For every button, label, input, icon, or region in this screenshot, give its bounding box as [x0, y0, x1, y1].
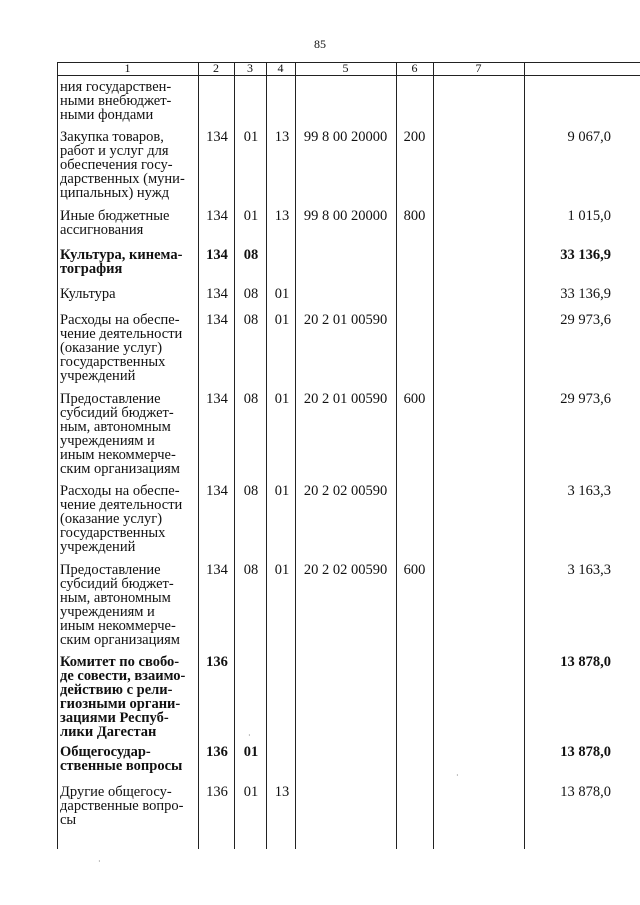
header-bottom-border	[57, 75, 640, 76]
cell-amount: 3 163,3	[567, 562, 611, 578]
cell-target-article: 99 8 00 20000	[303, 129, 388, 145]
cell-section: 08	[243, 391, 259, 407]
cell-subsection: 13	[274, 129, 290, 145]
cell-admin-code: 136	[206, 654, 228, 670]
header-col-1: 1	[124, 61, 131, 75]
cell-amount: 13 878,0	[560, 654, 611, 670]
cell-section: 01	[243, 784, 259, 800]
scan-speck: ·	[98, 857, 101, 866]
col-border-7-8	[524, 62, 525, 849]
cell-amount: 29 973,6	[560, 391, 611, 407]
cell-section: 01	[243, 129, 259, 145]
cell-admin-code: 134	[206, 208, 228, 224]
cell-admin-code: 134	[206, 483, 228, 499]
col-border-2-3	[234, 62, 235, 849]
cell-section: 08	[243, 312, 259, 328]
cell-admin-code: 134	[206, 391, 228, 407]
header-col-7: 7	[475, 61, 482, 75]
cell-target-article: 20 2 02 00590	[303, 562, 388, 578]
cell-expense-type: 600	[403, 562, 426, 578]
col-border-6-7	[433, 62, 434, 849]
cell-target-article: 20 2 01 00590	[303, 391, 388, 407]
cell-expense-type: 600	[403, 391, 426, 407]
cell-amount: 13 878,0	[560, 744, 611, 760]
page-number: 85	[314, 37, 326, 51]
cell-admin-code: 134	[206, 129, 228, 145]
header-col-3: 3	[247, 61, 253, 75]
cell-expense-type: 800	[403, 208, 426, 224]
cell-section: 01	[243, 744, 259, 760]
cell-amount: 33 136,9	[560, 286, 611, 302]
cell-subsection: 01	[274, 312, 290, 328]
cell-admin-code: 136	[206, 744, 228, 760]
row-name: Расходы на обеспе- чение деятельности (оказание услуг) государственных учреждений	[60, 483, 183, 555]
col-border-3-4	[266, 62, 267, 849]
cell-admin-code: 134	[206, 286, 228, 302]
cell-target-article: 20 2 01 00590	[303, 312, 388, 328]
cell-subsection: 13	[274, 784, 290, 800]
cell-amount: 13 878,0	[560, 784, 611, 800]
cell-target-article: 99 8 00 20000	[303, 208, 388, 224]
row-name: Иные бюджетные ассигнования	[60, 208, 170, 238]
col-border-1-2	[198, 62, 199, 849]
cell-admin-code: 136	[206, 784, 228, 800]
cell-subsection: 13	[274, 208, 290, 224]
row-name: ния государствен- ными внебюджет- ными фондами	[60, 79, 172, 123]
scan-speck: ·	[248, 731, 251, 740]
row-name: Общегосудар- ственные вопросы	[60, 744, 183, 774]
row-name: Культура, кинема- тография	[60, 247, 183, 277]
row-name: Предоставление субсидий бюджет- ным, автономным учреждениям и иным некоммерче- ским организациям	[60, 391, 180, 477]
header-col-5: 5	[342, 61, 349, 75]
cell-admin-code: 134	[206, 247, 228, 263]
row-name: Другие общегосу- дарственные вопро- сы	[60, 784, 184, 828]
cell-section: 08	[243, 483, 259, 499]
row-name: Комитет по свобо- де совести, взаимо- действию с рели- гиозными органи- зациями Респуб- лики Дагестан	[60, 654, 186, 740]
row-name: Закупка товаров, работ и услуг для обеспечения госу- дарственных (муни- ципальных) нужд	[60, 129, 185, 201]
cell-admin-code: 134	[206, 562, 228, 578]
cell-subsection: 01	[274, 483, 290, 499]
cell-target-article: 20 2 02 00590	[303, 483, 388, 499]
cell-subsection: 01	[274, 286, 290, 302]
cell-amount: 9 067,0	[567, 129, 611, 145]
row-name: Предоставление субсидий бюджет- ным, автономным учреждениям и иным некоммерче- ским организациям	[60, 562, 180, 648]
cell-section: 08	[243, 247, 259, 263]
col-border-5-6	[396, 62, 397, 849]
cell-section: 08	[243, 562, 259, 578]
row-name: Культура	[60, 286, 116, 302]
cell-admin-code: 134	[206, 312, 228, 328]
cell-section: 01	[243, 208, 259, 224]
header-col-6: 6	[411, 61, 418, 75]
cell-amount: 1 015,0	[567, 208, 611, 224]
col-border-4-5	[295, 62, 296, 849]
col-border-left	[57, 62, 58, 849]
cell-section: 08	[243, 286, 259, 302]
cell-subsection: 01	[274, 391, 290, 407]
row-name: Расходы на обеспе- чение деятельности (оказание услуг) государственных учреждений	[60, 312, 183, 384]
scan-speck: ·	[456, 771, 459, 780]
cell-subsection: 01	[274, 562, 290, 578]
cell-amount: 3 163,3	[567, 483, 611, 499]
header-col-4: 4	[277, 61, 284, 75]
cell-amount: 33 136,9	[560, 247, 611, 263]
cell-amount: 29 973,6	[560, 312, 611, 328]
cell-expense-type: 200	[403, 129, 426, 145]
header-col-2: 2	[213, 61, 219, 75]
